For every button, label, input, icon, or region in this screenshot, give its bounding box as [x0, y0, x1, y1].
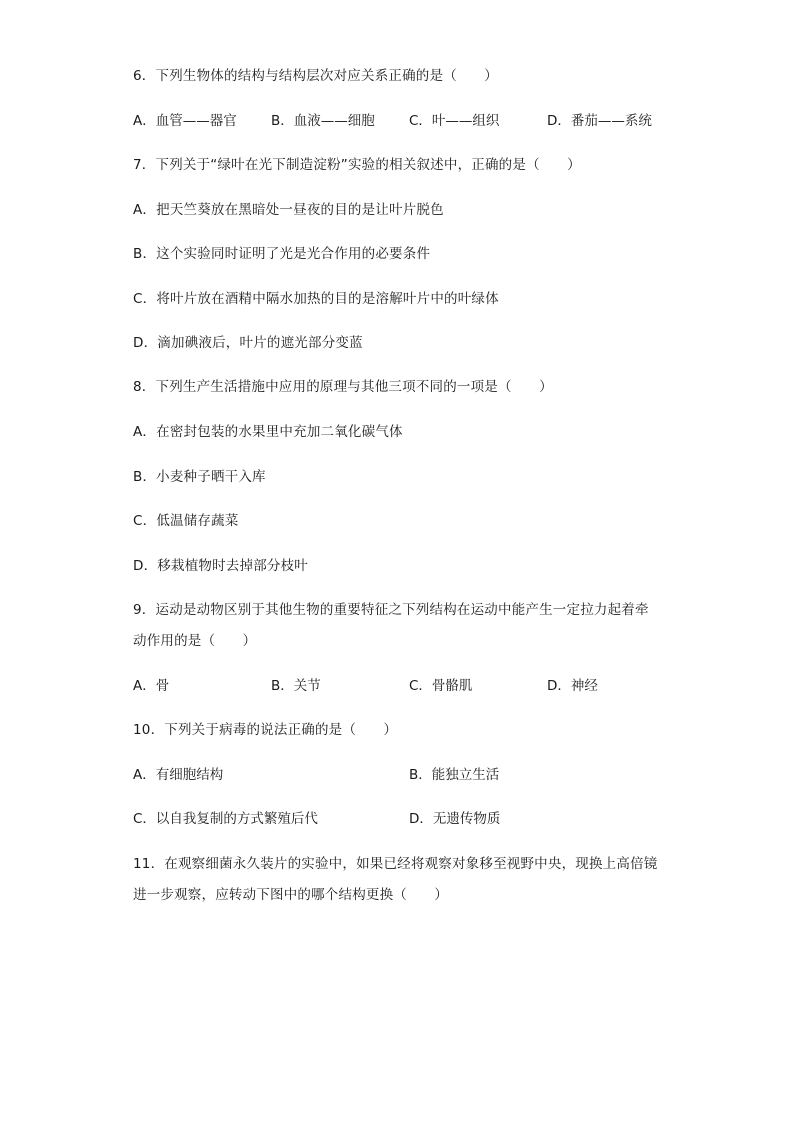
question-9-options — [133, 676, 693, 696]
question-8-option-d: D．移栽植物时去掉部分枝叶 — [133, 558, 308, 574]
question-8-option-c: C．低温储存蔬菜 — [133, 513, 239, 529]
question-10-option-b: B．能独立生活 — [409, 767, 500, 783]
question-7-option-c: C．将叶片放在酒精中隔水加热的目的是溶解叶片中的叶绿体 — [133, 291, 499, 307]
question-6-option-a: A．血管——器官 — [133, 113, 237, 129]
question-10-option-d: D．无遗传物质 — [409, 811, 501, 827]
question-10-options-row-2 — [133, 809, 693, 829]
question-10-stem: 10．下列关于病毒的说法正确的是（ ） — [133, 722, 398, 738]
question-9-option-c: C．骨骼肌 — [409, 678, 473, 694]
question-11-stem-line-1: 11．在观察细菌永久装片的实验中，如果已经将观察对象移至视野中央，现换上高倍镜 — [133, 856, 658, 872]
question-9-option-b: B．关节 — [271, 678, 321, 694]
question-9-option-a: A．骨 — [133, 678, 170, 694]
question-10-options-row-1 — [133, 765, 693, 785]
question-7-stem: 7．下列关于“绿叶在光下制造淀粉”实验的相关叙述中，正确的是（ ） — [133, 157, 581, 173]
question-8-stem: 8．下列生产生活措施中应用的原理与其他三项不同的一项是（ ） — [133, 379, 553, 395]
question-7-option-a: A．把天竺葵放在黑暗处一昼夜的目的是让叶片脱色 — [133, 202, 444, 218]
question-9-option-d: D．神经 — [547, 678, 598, 694]
question-8-option-a: A．在密封包装的水果里中充加二氧化碳气体 — [133, 424, 403, 440]
question-7-option-d: D．滴加碘液后，叶片的遮光部分变蓝 — [133, 335, 363, 351]
question-6-options — [133, 111, 693, 131]
question-6-option-c: C．叶——组织 — [409, 113, 500, 129]
question-6-option-b: B．血液——细胞 — [271, 113, 375, 129]
question-10-option-a: A．有细胞结构 — [133, 767, 224, 783]
question-9-stem-line-2: 动作用的是（ ） — [133, 633, 257, 649]
question-6-stem: 6．下列生物体的结构与结构层次对应关系正确的是（ ） — [133, 68, 498, 84]
question-7-option-b: B．这个实验同时证明了光是光合作用的必要条件 — [133, 246, 431, 262]
question-9-stem-line-1: 9．运动是动物区别于其他生物的重要特征之下列结构在运动中能产生一定拉力起着牵 — [133, 602, 649, 618]
question-8-option-b: B．小麦种子晒干入库 — [133, 469, 266, 485]
question-10-option-c: C．以自我复制的方式繁殖后代 — [133, 811, 318, 827]
question-6-option-d: D．番茄——系统 — [547, 113, 652, 129]
question-11-stem-line-2: 进一步观察，应转动下图中的哪个结构更换（ ） — [133, 887, 449, 903]
